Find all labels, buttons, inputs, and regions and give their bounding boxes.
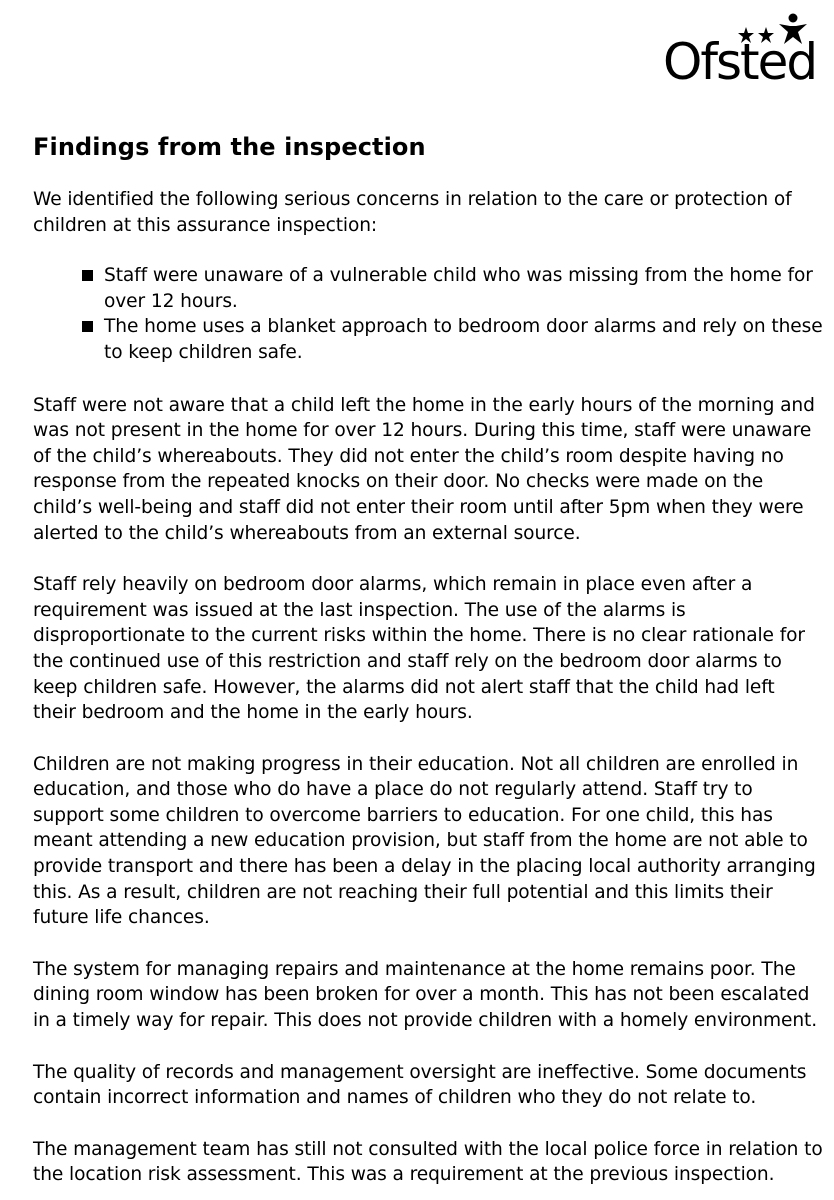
paragraph-records: The quality of records and management oversight are ineffective. Some documents contain incorrect information and names of children who they do not relate to. bbox=[33, 1061, 807, 1109]
paragraph-education: Children are not making progress in their education. Not all children are enrolled in education, and those who do have a place do not regularly attend. Staff try to support some children to overcome barriers to education. For one child, this has meant attending a new education provision, but staff from the home are not able to provide transport and there has been a delay in the placing local authority arranging this. As a result, children are not reaching their full potential and this limits their future life chances. bbox=[33, 753, 816, 929]
paragraph-missing-child: Staff were not aware that a child left the home in the early hours of the morning and was not present in the home for over 12 hours. During this time, staff were unaware of the child’s whereabouts. They did not enter the child’s room despite having no response from the repeated knocks on their door. No checks were made on the child’s well-being and staff did not enter their room until after 5pm when they were alerted to the child’s whereabouts from an external source. bbox=[33, 394, 815, 544]
bullet-square-icon bbox=[82, 321, 93, 332]
list-item-text: Staff were unaware of a vulnerable child who was missing from the home for over 12 hours. bbox=[104, 265, 813, 312]
list-item bbox=[104, 314, 823, 365]
concerns-list bbox=[33, 263, 823, 365]
ofsted-logo bbox=[663, 10, 823, 95]
list-item bbox=[104, 263, 823, 314]
main-content bbox=[33, 130, 823, 1188]
paragraph-repairs: The system for managing repairs and maintenance at the home remains poor. The dining room window has been broken for over a month. This has not been escalated in a timely way for repair. This does not provide children with a homely environment. bbox=[33, 958, 818, 1032]
intro-paragraph: We identified the following serious concerns in relation to the care or protection of children at this assurance inspection: bbox=[33, 189, 792, 236]
paragraph-door-alarms: Staff rely heavily on bedroom door alarms, which remain in place even after a requirement was issued at the last inspection. The use of the alarms is disproportionate to the current risks within the home. There is no clear rationale for the continued use of this restriction and staff rely on the bedroom door alarms to keep children safe. However, the alarms did not alert staff that the child had left their bedroom and the home in the early hours. bbox=[33, 574, 805, 724]
logo-wordmark: Ofsted bbox=[663, 33, 817, 91]
list-item-text: The home uses a blanket approach to bedroom door alarms and rely on these to keep children safe. bbox=[104, 316, 823, 363]
page-title: Findings from the inspection bbox=[33, 133, 426, 161]
bullet-square-icon bbox=[82, 270, 93, 281]
paragraph-police-consultation: The management team has still not consulted with the local police force in relation to the location risk assessment. This was a requirement at the previous inspection. bbox=[33, 1138, 823, 1186]
